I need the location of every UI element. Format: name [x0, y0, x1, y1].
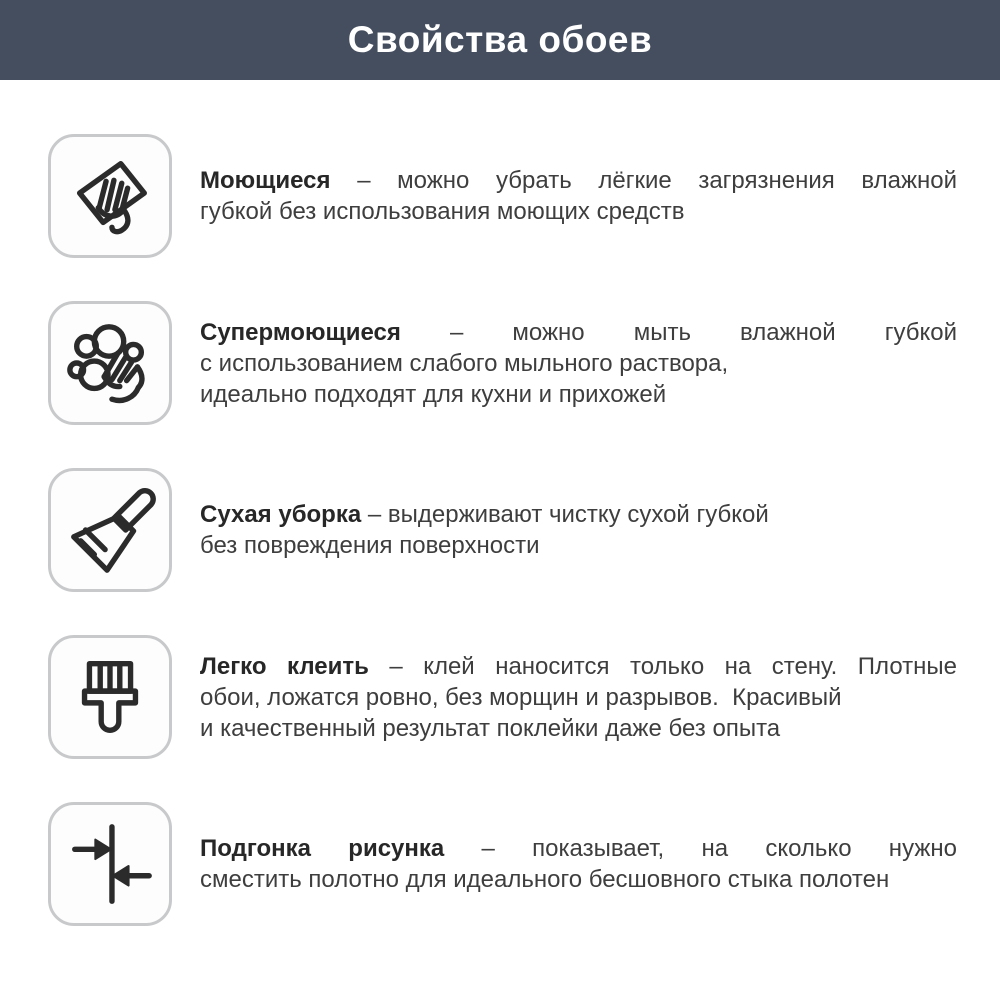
wipe-hand-icon [48, 134, 172, 258]
property-line [200, 317, 957, 348]
property-desc: – выдерживают чистку сухой губкой [367, 501, 769, 528]
soap-bubbles-hand-icon [48, 301, 172, 425]
properties-list [0, 80, 1000, 926]
property-label: Моющиеся [200, 167, 331, 194]
property-line [200, 499, 957, 530]
property-text [200, 833, 957, 895]
property-line: и качественный результат поклейки даже без опыта [200, 714, 781, 742]
property-line: сместить полотно для идеального бесшовного стыка полотен [200, 866, 890, 893]
header [0, 0, 1000, 80]
property-text [200, 317, 957, 410]
property-desc: – можно убрать лёгкие загрязнения влажной [357, 167, 958, 194]
property-line [200, 651, 957, 682]
property-desc: – показывает, на сколько нужно [481, 835, 957, 862]
property-line [200, 833, 957, 864]
property-desc: – клей наносится только на стену. Плотные [389, 652, 957, 680]
property-line: обои, ложатся ровно, без морщин и разрывов. Красивый [200, 683, 842, 711]
property-label: Легко клеить [200, 652, 369, 680]
property-row-super-washable [48, 301, 957, 425]
property-row-easy-glue [48, 635, 957, 759]
property-line: без повреждения поверхности [200, 532, 540, 559]
pattern-offset-icon [48, 802, 172, 926]
property-text [200, 165, 957, 227]
property-label: Супермоющиеся [200, 318, 401, 346]
property-line [200, 165, 957, 196]
property-line: с использованием слабого мыльного раствора, [200, 349, 729, 377]
property-line: идеально подходят для кухни и прихожей [200, 380, 667, 408]
property-text [200, 499, 957, 561]
property-desc: – можно мыть влажной губкой [449, 318, 958, 346]
property-row-dry-cleaning [48, 468, 957, 592]
property-row-washable [48, 134, 957, 258]
property-text [200, 651, 957, 744]
broom-icon [48, 468, 172, 592]
property-line: губкой без использования моющих средств [200, 198, 685, 225]
property-label: Подгонка рисунка [200, 835, 445, 862]
page-title: Свойства обоев [347, 19, 653, 60]
property-label: Сухая уборка [200, 501, 362, 528]
property-row-pattern-match [48, 802, 957, 926]
paintbrush-icon [48, 635, 172, 759]
